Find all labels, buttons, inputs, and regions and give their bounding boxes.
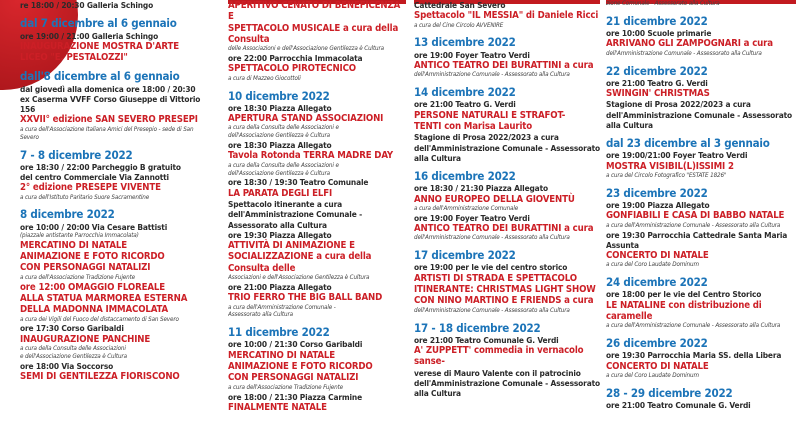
event-time-location: ore 10:00 Scuole primarie xyxy=(606,28,712,39)
program-column-4 xyxy=(606,0,796,445)
event-date: 8 dicembre 2022 xyxy=(20,207,115,222)
event-title: INAUGURAZIONE PANCHINE xyxy=(20,333,151,345)
event-time-location: ex Caserma VVFF Corso Giuseppe di Vittorio 156 xyxy=(20,93,201,115)
event-title: CON PERSONAGGI NATALIZI xyxy=(228,372,359,384)
event-title: ANTICO TEATRO DEI BURATTINI a cura xyxy=(414,59,594,71)
event-time-location: Spettacolo itinerante a cura dell'Amministrazione Comunale - Assessorato alla Cultura xyxy=(228,199,363,230)
event-time-location: ore 21:00 Teatro Comunale G. Verdi xyxy=(606,400,751,411)
event-time-location: ore 19:00 / 21:00 Galleria Schingo xyxy=(20,30,159,41)
event-title: ANNO EUROPEO DELLA GIOVENTÙ xyxy=(414,193,575,205)
event-title: 2° edizione PRESEPE VIVENTE xyxy=(20,182,161,194)
event-date: 24 dicembre 2022 xyxy=(606,275,708,290)
event-organizer: a cura dell'Amministrazione Comunale xyxy=(414,204,519,212)
event-organizer: dell'Amministrazione Comunale - Assessorato alla Cultura xyxy=(414,306,570,314)
event-title: ANTICO TEATRO DEI BURATTINI a cura xyxy=(414,223,594,235)
event-organizer: a cura del Circolo Fotografico "ESTATE 1826" xyxy=(606,172,727,179)
event-time-location: ore 18:30 / 22:00 Parcheggio B gratuito xyxy=(20,161,181,172)
event-date: 7 - 8 dicembre 2022 xyxy=(20,147,133,162)
event-title: PERSONE NATURALI E STRAFOT- xyxy=(414,109,566,121)
event-title: ATTIVITÀ DI ANIMAZIONE E xyxy=(228,240,355,252)
event-title: INAUGURAZIONE MOSTRA D'ARTE xyxy=(20,40,179,52)
event-date: 14 dicembre 2022 xyxy=(414,85,516,100)
event-time-location: Stagione di Prosa 2022/2023 a cura dell'Amministrazione Comunale - Assessorato alla Cultura xyxy=(414,132,600,163)
event-organizer: Assessorato alla Cultura xyxy=(228,311,293,319)
event-organizer: a cura dell'Amministrazione Comunale - xyxy=(228,303,336,311)
event-title: SPETTACOLO MUSICALE a cura della Consulta xyxy=(228,22,399,45)
event-time-location: ore 21:00 Teatro G. Verdi xyxy=(414,99,516,110)
event-organizer: dell'Amministrazione Comunale - Assessorato alla Cultura xyxy=(414,234,570,242)
event-title: XXVII° edizione SAN SEVERO PRESEPI xyxy=(20,114,198,126)
event-title: CONCERTO DI NATALE xyxy=(606,360,709,372)
event-date: 22 dicembre 2022 xyxy=(606,63,708,78)
event-title: Tavola Rotonda TERRA MADRE DAY xyxy=(228,150,394,162)
event-time-location: ore 21:00 Teatro G. Verdi xyxy=(606,77,708,88)
event-time-location: ore 18:00 / 21:30 Piazza Carmine xyxy=(228,391,362,402)
event-time-location: ore 19:30 Parrocchia Cattedrale Santa Maria Assunta xyxy=(606,229,788,250)
event-title: SPETTACOLO PIROTECNICO xyxy=(228,63,356,75)
event-organizer: a cura dell'Associazione Italiana Amici del Presepio - sede di San Severo xyxy=(20,125,194,141)
event-time-location: ore 21:00 Teatro Comunale G. Verdi xyxy=(414,334,559,345)
event-time-location: ore 21:00 Piazza Allegato xyxy=(228,281,332,292)
event-title: ARTISTI DI STRADA E SPETTACOLO xyxy=(414,272,577,284)
event-date: 26 dicembre 2022 xyxy=(606,336,708,351)
event-title: GONFIABILI E CASA DI BABBO NATALE xyxy=(606,210,785,222)
event-organizer: zione Comunale - Assessorato alla Cultura xyxy=(606,0,720,7)
event-title: LICEO "E. PESTALOZZI" xyxy=(20,52,128,64)
event-title: CON PERSONAGGI NATALIZI xyxy=(20,262,151,274)
event-date: 28 - 29 dicembre 2022 xyxy=(606,385,733,400)
event-time-location: ore 18:30 Piazza Allegato xyxy=(228,140,332,151)
event-organizer: a cura dell'Amministrazione Comunale - Assessorato alla Cultura xyxy=(606,322,781,330)
event-time-location: ore 10:00 / 21:30 Corso Garibaldi xyxy=(228,339,363,350)
event-title: MERCATINO DI NATALE xyxy=(20,239,127,251)
event-time-location: dal giovedì alla domenica ore 18:00 / 20:30 xyxy=(20,83,196,94)
event-date: 11 dicembre 2022 xyxy=(228,325,330,340)
event-title: TENTI con Marisa Laurito xyxy=(414,120,533,132)
event-time-location: Cattedrale San Severo xyxy=(414,0,506,10)
event-time-location: del centro Commerciale Via Zannotti xyxy=(20,172,169,182)
event-date: dal 23 dicembre al 3 gennaio xyxy=(606,136,770,151)
event-organizer: a cura dell'Amministrazione Comunale - Assessorato alla Cultura xyxy=(606,221,781,229)
event-title: ANIMAZIONE E FOTO RICORDO xyxy=(228,361,373,373)
event-organizer: a cura dell'Associazione Tradizione Fujente xyxy=(20,273,135,281)
event-title: CONCERTO DI NATALE xyxy=(606,250,709,262)
event-organizer: dell'Amministrazione Comunale - Assessorato alla Cultura xyxy=(606,49,762,57)
event-title: ANIMAZIONE E FOTO RICORDO xyxy=(20,251,165,263)
event-date: 17 dicembre 2022 xyxy=(414,248,516,263)
event-title: SWINGIN' CHRISTMAS xyxy=(606,88,710,100)
event-organizer: a cura dell'Associazione Tradizione Fujente xyxy=(228,383,343,391)
event-organizer: dell'Associazione Gentilezza è Cultura xyxy=(228,132,330,140)
event-time-location: ore 18:00 Via Soccorso xyxy=(20,360,114,371)
event-time-location: ore 19:00 Foyer Teatro Verdi xyxy=(414,212,530,223)
event-time-location: ore 19:00/21:00 Foyer Teatro Verdi xyxy=(606,150,748,161)
event-organizer: dell'Amministrazione Comunale - Assessorato alla Cultura xyxy=(414,71,570,79)
event-title: A' ZUPPETT' commedia in vernacolo sanse- xyxy=(414,345,584,368)
event-organizer: a cura della Consulta delle Associazioni xyxy=(20,345,126,352)
event-title: ALLA STATUA MARMOREA ESTERNA xyxy=(20,292,188,304)
event-organizer: a cura del Coro Laudate Dominum xyxy=(606,261,699,269)
event-date: 21 dicembre 2022 xyxy=(606,13,708,28)
event-title: ITINERANTE: CHRISTMAS LIGHT SHOW xyxy=(414,284,596,296)
event-title: Spettacolo "IL MESSIA" di Daniele Ricci xyxy=(414,10,599,22)
event-date: 16 dicembre 2022 xyxy=(414,169,516,184)
event-time-location: ore 17:30 Corso Garibaldi xyxy=(20,323,124,334)
event-organizer: a cura della Consulta delle Associazioni e xyxy=(228,124,339,132)
event-date: 10 dicembre 2022 xyxy=(228,88,330,103)
event-title: ARRIVANO GLI ZAMPOGNARI a cura xyxy=(606,38,773,50)
event-organizer: a cura di Mazzeo Giocottoli xyxy=(228,74,301,82)
event-organizer: a cura del Cine Circolo AVVENIRE xyxy=(414,21,504,29)
event-time-location: ore 19:00 Piazza Allegato xyxy=(606,200,710,211)
event-organizer: e dell'Associazione Gentilezza è Cultura xyxy=(20,352,127,360)
event-date: dal 7 dicembre al 6 gennaio xyxy=(20,16,177,31)
event-title: LA PARATA DEGLI ELFI xyxy=(228,187,333,199)
event-time-location: Stagione di Prosa 2022/2023 a cura dell'Amministrazione Comunale - Assessorato alla Cultura xyxy=(606,99,792,130)
event-organizer: a cura dell'Istituto Paritario Suore Sacramentine xyxy=(20,193,150,201)
event-organizer: Associazioni e dell'Associazione Gentilezza è Cultura xyxy=(228,274,370,282)
event-time-location: verese di Mauro Valente con il patrocinio dell'Amministrazione Comunale - Assessorato alla Cultura xyxy=(414,367,600,399)
event-organizer: a cura dei Vigili del Fuoco del distaccamento di San Severo xyxy=(20,315,179,323)
event-time-location: ore 22:00 Parrocchia Immacolata xyxy=(228,53,363,64)
event-time-location: ore 18:30 / 19:30 Teatro Comunale xyxy=(228,177,369,188)
event-title: FINALMENTE NATALE xyxy=(228,401,327,413)
event-title: MOSTRA VISIBIL(L)ISSIMI 2 xyxy=(606,160,734,172)
program-column-1 xyxy=(20,0,210,445)
event-time-location: ore 18:00 per le vie del Centro Storico xyxy=(606,289,762,300)
program-column-3 xyxy=(414,0,600,445)
event-time-location: ore 10:00 / 20:00 Via Cesare Battisti xyxy=(20,221,168,232)
event-title: TRIO FERRO THE BIG BALL BAND xyxy=(228,292,383,304)
event-organizer: delle Associazioni e dell'Associazione Gentilezza è Cultura xyxy=(228,45,384,53)
event-organizer: dell'Associazione Gentilezza è Cultura xyxy=(228,169,330,177)
event-time-location: ore 18:30 / 21:30 Piazza Allegato xyxy=(414,183,548,194)
event-organizer: (piazzale antistante Parrocchia Immacolata) xyxy=(20,231,139,239)
event-title: SOCIALIZZAZIONE a cura della Consulta delle xyxy=(228,251,372,274)
event-date: 13 dicembre 2022 xyxy=(414,35,516,50)
event-title: APERITIVO CENATO DI BENEFICENZA E xyxy=(228,0,401,23)
event-organizer: a cura della Consulta delle Associazioni e xyxy=(228,161,339,169)
event-title: DELLA MADONNA IMMACOLATA xyxy=(20,304,169,316)
event-title: SEMI DI GENTILEZZA FIORISCONO xyxy=(20,371,180,382)
event-time-location: re 18:00 / 20:30 Galleria Schingo xyxy=(20,0,154,10)
program-column-2 xyxy=(228,0,406,445)
event-time-location: ore 18:30 Piazza Allegato xyxy=(228,102,332,113)
event-date: dall'8 dicembre al 6 gennaio xyxy=(20,69,180,84)
event-title: APERTURA STAND ASSOCIAZIONI xyxy=(228,113,384,125)
event-time-location: ore 19:00 Foyer Teatro Verdi xyxy=(414,49,530,60)
event-time-location: ore 19:30 Parrocchia Maria SS. della Libera xyxy=(606,350,782,361)
event-title: ore 12:00 OMAGGIO FLOREALE xyxy=(20,281,165,293)
event-organizer: a cura del Coro Laudate Dominum xyxy=(606,372,699,380)
event-date: 17 - 18 dicembre 2022 xyxy=(414,320,541,335)
event-title: CON NINO MARTINO E FRIENDS a cura xyxy=(414,295,594,307)
event-time-location: ore 19:00 per le vie del centro storico xyxy=(414,262,568,273)
event-date: 23 dicembre 2022 xyxy=(606,185,708,200)
event-title: LE NATALINE con distribuzione di caramelle xyxy=(606,299,762,323)
event-title: MERCATINO DI NATALE xyxy=(228,349,335,361)
event-time-location: ore 19:30 Piazza Allegato xyxy=(228,229,332,240)
